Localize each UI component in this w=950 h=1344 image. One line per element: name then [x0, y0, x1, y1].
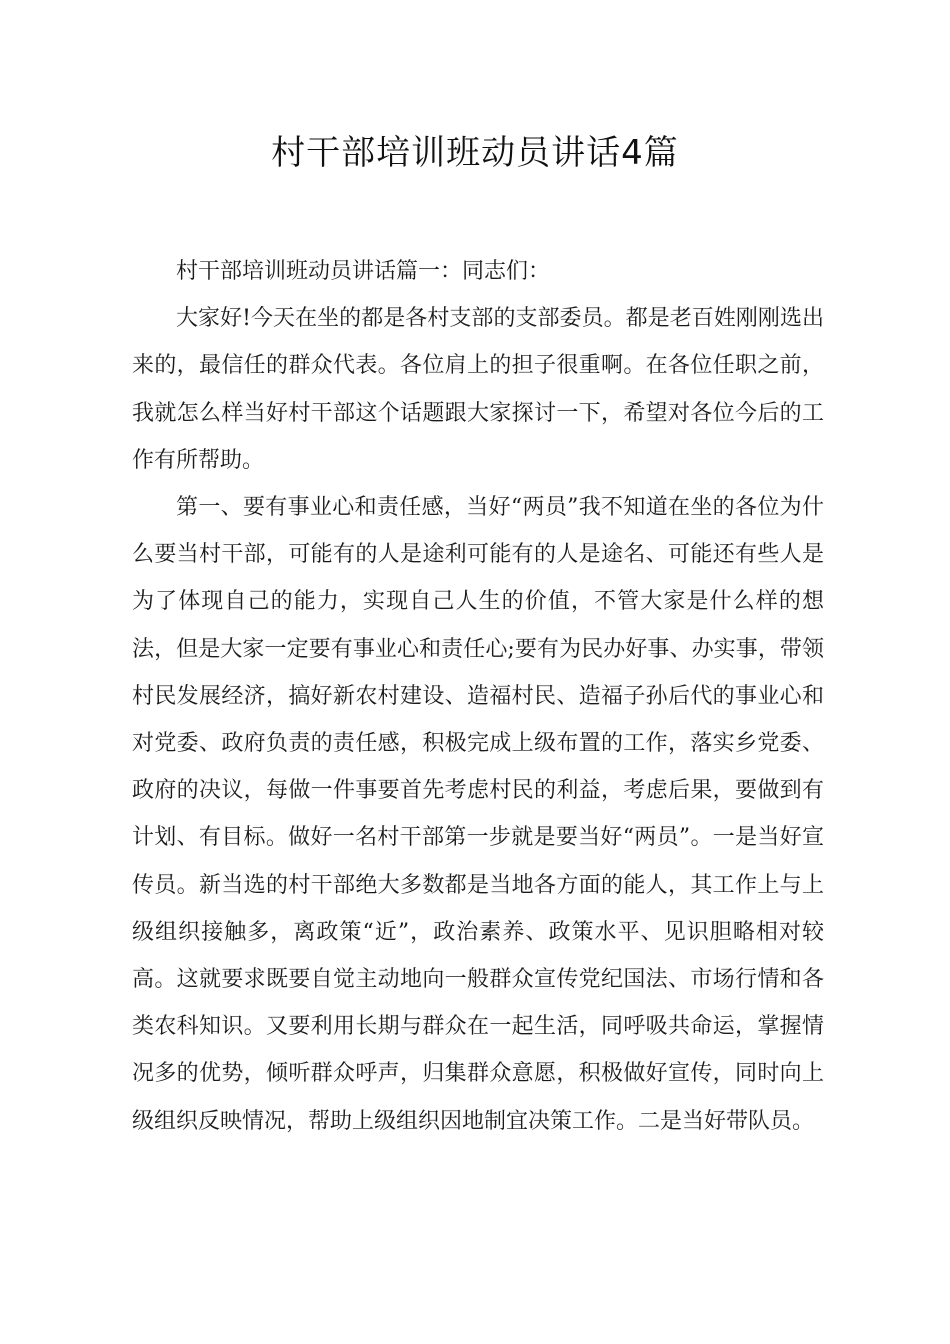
- document-body: [132, 248, 824, 1145]
- document-title: 村干部培训班动员讲话4篇: [271, 133, 679, 173]
- paragraph-first-point: 第一、要有事业心和责任感，当好“两员”我不知道在坐的各位为什么要当村干部，可能有的人是途利可能有的人是途名、可能还有些人是为了体现自己的能力，实现自己人生的价值，不管大家是什么样的想法，但是大家一定要有事业心和责任心;要有为民办好事、办实事，带领村民发展经济，搞好新农村建设、造福村民、造福子孙后代的事业心和对党委、政府负责的责任感，积极完成上级布置的工作，落实乡党委、政府的决议，每做一件事要首先考虑村民的利益，考虑后果，要做到有计划、有目标。做好一名村干部第一步就是要当好“两员”。一是当好宣传员。新当选的村干部绝大多数都是当地各方面的能人，其工作上与上级组织接触多，离政策“近”，政治素养、政策水平、见识胆略相对较高。这就要求既要自觉主动地向一般群众宣传党纪国法、市场行情和各类农科知识。又要利用长期与群众在一起生活，同呼吸共命运，掌握情况多的优势，倾听群众呼声，归集群众意愿，积极做好宣传，同时向上级组织反映情况，帮助上级组织因地制宜决策工作。二是当好带队员。: [132, 495, 824, 1134]
- paragraph-intro: 村干部培训班动员讲话篇一：同志们：: [176, 259, 551, 284]
- paragraph-greeting: 大家好!今天在坐的都是各村支部的支部委员。都是老百姓刚刚选出来的，最信任的群众代表。各位肩上的担子很重啊。在各位任职之前，我就怎么样当好村干部这个话题跟大家探讨一下，希望对各位今后的工作有所帮助。: [132, 306, 824, 473]
